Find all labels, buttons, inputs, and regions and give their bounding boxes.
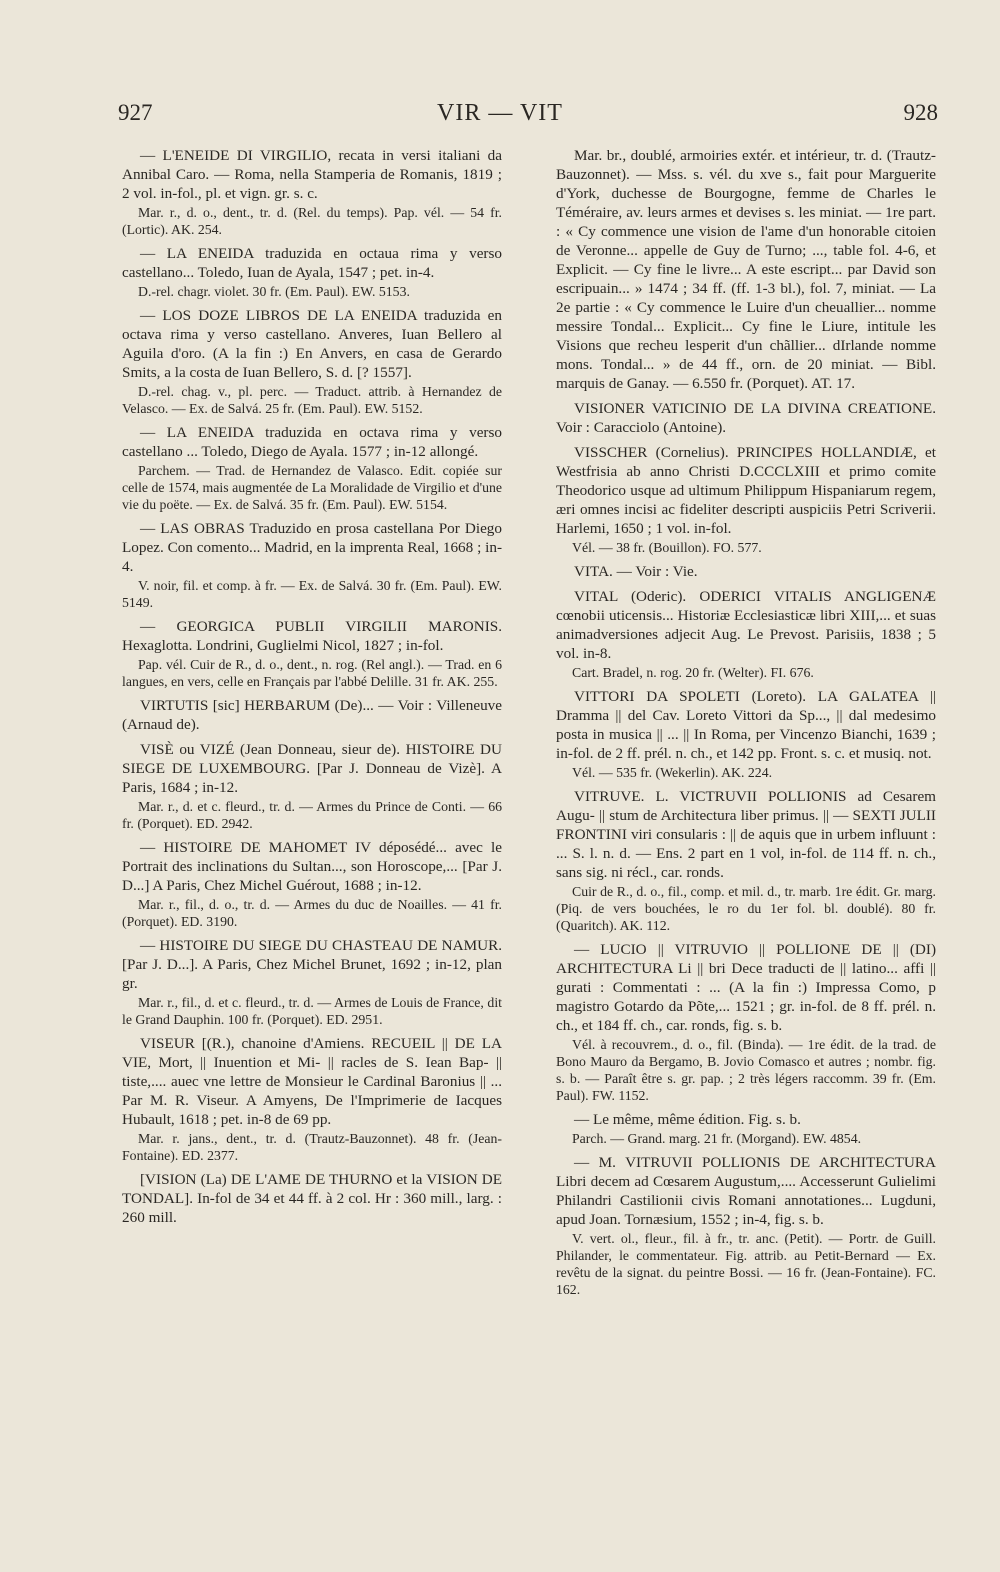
catalog-entry (122, 423, 502, 513)
entry-note: Mar. r. jans., dent., tr. d. (Trautz-Bauzonnet). 48 fr. (Jean-Fontaine). ED. 2377. (122, 1131, 502, 1163)
entry-title: — HISTOIRE DU SIEGE DU CHASTEAU DE NAMUR. [Par J. D...]. A Paris, Chez Michel Brunet, 1692 ; in-12, plan gr. (122, 937, 502, 992)
entry-note: Parch. — Grand. marg. 21 fr. (Morgand). EW. 4854. (572, 1131, 862, 1146)
entry-title: — LUCIO || VITRUVIO || POLLIONE DE || (DI) ARCHITECTURA Li || bri Dece traducti de || latino... affi || gurati : Commentati : ... (A la fin :) Impressa Como, p magistro Gotardo da Põte,... 1521 ; gr. in-fol. de 8 ff. prél. n. ch., et 184 ff. ch., car. ronds, fig. s. b. (556, 941, 936, 1034)
catalog-entry (556, 146, 936, 393)
right-column (556, 146, 936, 1304)
catalog-entry (122, 306, 502, 417)
entry-title: Mar. br., doublé, armoiries extér. et intérieur, tr. d. (Trautz-Bauzonnet). — Mss. s. vél. du xve s., fait pour Marguerite d'York, duchesse de Bourgogne, femme de Charles le Téméraire, av. leurs armes et devises s. les miniat. — 1re part. : « Cy commence une vision de l'ame d'un honorable citoien de Veronne... appelle de Guy de Turno; ..., table fol. 4-6, et Explicit. — Cy fine le livre... A este escript... par David son escripuain... » 1474 ; 34 ff. (ff. 1-3 bl.), fol. 7, miniat. — La 2e partie : « Cy commence le Luire d'un cheuallier... nomme messire Tondal... Explicit... Cy fine le Liure, intitule les Visions que recheu lesperit d'un chãllier... dIrlande nomme mons. Tondal... » de 44 ff., orn. de 20 miniat. — Bibl. marquis de Ganay. — 6.550 fr. (Porquet). AT. 17. (556, 147, 936, 392)
entry-title: — LAS OBRAS Traduzido en prosa castellana Por Diego Lopez. Con comento... Madrid, en la imprenta Real, 1668 ; in-4. (122, 520, 502, 575)
entry-note: Vél. — 535 fr. (Wekerlin). AK. 224. (572, 765, 773, 780)
catalog-entry (122, 244, 502, 300)
entry-note: Cuir de R., d. o., fil., comp. et mil. d., tr. marb. 1re édit. Gr. marg. (Piq. de vers bouchées, le ro du 1er fol. bl. doublé). 80 fr. (Quaritch). AK. 112. (556, 884, 936, 933)
entry-title: VITA. — Voir : Vie. (574, 563, 698, 580)
catalog-entry (122, 617, 502, 690)
catalog-entry (122, 146, 502, 238)
catalog-entry (556, 562, 936, 581)
catalog-entry (122, 696, 502, 734)
page-number-left: 927 (118, 100, 153, 125)
entry-title: — LA ENEIDA traduzida en octaua rima y verso castellano... Toledo, Iuan de Ayala, 1547 ; pet. in-4. (122, 245, 502, 281)
catalog-entry (556, 940, 936, 1104)
entry-title: VITAL (Oderic). ODERICI VITALIS ANGLIGENÆ cœnobii uticensis... Historiæ Ecclesiasticæ libri XIII,... et suas animadversiones adjecit Aug. Le Prevost. Parisiis, 1838 ; 5 vol. in-8. (556, 588, 936, 662)
entry-title: — Le même, même édition. Fig. s. b. (574, 1111, 801, 1128)
running-head: VIR — VIT (437, 100, 563, 126)
catalog-entry (556, 443, 936, 556)
entry-note: Parchem. — Trad. de Hernandez de Valasco. Edit. copiée sur celle de 1574, mais augmentée de La Moralidade de Virgilio et d'une vie du poëte. — Ex. de Salvá. 35 fr. (Em. Paul). EW. 5154. (122, 463, 502, 512)
entry-note: Vél. à recouvrem., d. o., fil. (Binda). — 1re édit. de la trad. de Bono Mauro da Bergamo, B. Jovio Comasco et autres ; nombr. fig. s. b. — Paraît être s. gr. pap. ; 2 très légers raccomm. 39 fr. (Em. Paul). FW. 1152. (556, 1037, 936, 1103)
entry-title: VISSCHER (Cornelius). PRINCIPES HOLLANDIÆ, et Westfrisia ab anno Christi D.CCCLXIII et primo comite Theodorico usque ad ultimum Philippum Hispaniarum regem, æri omnes incisi ac fideliter descripti auspiciis Petri Scriverii. Harlemi, 1650 ; 1 vol. in-fol. (556, 444, 936, 537)
entry-title: — LOS DOZE LIBROS DE LA ENEIDA traduzida en octava rima y verso castellano. Anveres, Iuan Bellero al Aguila d'oro. (A la fin :) En Anvers, en casa de Gerardo Smits, a la costa de Iuan Bellero, S. d. [? 1557]. (122, 307, 502, 381)
entry-note: Pap. vél. Cuir de R., d. o., dent., n. rog. (Rel angl.). — Trad. en 6 langues, en vers, celle en Français par l'abbé Delille. 31 fr. AK. 255. (122, 657, 502, 689)
entry-title: VITRUVE. L. VICTRUVII POLLIONIS ad Cesarem Augu- || stum de Architectura liber primus. || — SEXTI JULII FRONTINI viri consularis : || de aquis que in urbem influunt : ... S. l. n. d. — Ens. 2 part en 1 vol, in-fol. de 114 ff. n. ch., sans sig. ni récl., car. ronds. (556, 788, 936, 881)
entry-note: Mar. r., d. o., dent., tr. d. (Rel. du temps). Pap. vél. — 54 fr. (Lortic). AK. 254. (122, 205, 502, 237)
catalog-entry (556, 587, 936, 681)
entry-title: [VISION (La) DE L'AME DE THURNO et la VISION DE TONDAL]. In-fol de 34 et 44 ff. à 2 col. Hr : 360 mill., larg. : 260 mill. (122, 1171, 502, 1226)
entry-note: Mar. r., fil., d. o., tr. d. — Armes du duc de Noailles. — 41 fr. (Porquet). ED. 3190. (122, 897, 502, 929)
entry-title: VIRTUTIS [sic] HERBARUM (De)... — Voir : Villeneuve (Arnaud de). (122, 697, 502, 733)
entry-title: — GEORGICA PUBLII VIRGILII MARONIS. Hexaglotta. Londrini, Guglielmi Nicol, 1827 ; in-fol. (122, 618, 502, 654)
left-column (122, 146, 502, 1233)
entry-note: Cart. Bradel, n. rog. 20 fr. (Welter). FI. 676. (572, 665, 814, 680)
entry-title: — LA ENEIDA traduzida en octava rima y verso castellano ... Toledo, Diego de Ayala. 1577 ; in-12 allongé. (122, 424, 502, 460)
entry-title: — L'ENEIDE DI VIRGILIO, recata in versi italiani da Annibal Caro. — Roma, nella Stamperia de Romanis, 1819 ; 2 vol. in-fol., pl. et vign. gr. s. c. (122, 147, 502, 202)
entry-note: Vél. — 38 fr. (Bouillon). FO. 577. (572, 540, 762, 555)
catalog-entry (122, 519, 502, 611)
entry-title: VITTORI DA SPOLETI (Loreto). LA GALATEA || Dramma || del Cav. Loreto Vittori da Sp..., || dal medesimo posta in musica || ... || In Roma, per Vincenzo Bianchi, 1639 ; in-fol. de 2 ff. prél. n. ch., et 142 pp. Front. s. c. et musiq. not. (556, 688, 936, 762)
entry-title: — M. VITRUVII POLLIONIS DE ARCHITECTURA Libri decem ad Cœsarem Augustum,.... Accesserunt Gulielimi Philandri Castilionii civis Romani annotationes... Lugduni, apud Joan. Tornæsium, 1552 ; in-4, fig. s. b. (556, 1154, 936, 1228)
entry-note: D.-rel. chagr. violet. 30 fr. (Em. Paul). EW. 5153. (138, 284, 410, 299)
catalog-entry (122, 740, 502, 832)
catalog-entry (122, 838, 502, 930)
entry-title: — HISTOIRE DE MAHOMET IV déposédé... avec le Portrait des inclinations du Sultan..., son Horoscope,... [Par J. D...] A Paris, Chez Michel Guérout, 1688 ; in-12. (122, 839, 502, 894)
entry-note: Mar. r., d. et c. fleurd., tr. d. — Armes du Prince de Conti. — 66 fr. (Porquet). ED. 2942. (122, 799, 502, 831)
entry-note: V. noir, fil. et comp. à fr. — Ex. de Salvá. 30 fr. (Em. Paul). EW. 5149. (122, 578, 502, 610)
catalog-entry (556, 687, 936, 781)
catalog-entry (556, 1153, 936, 1298)
catalog-entry (122, 1034, 502, 1164)
entry-title: VISEUR [(R.), chanoine d'Amiens. RECUEIL || DE LA VIE, Mort, || Inuention et Mi- || racles de S. Iean Bap- || tiste,.... auec vne lettre de Monsieur le Cardinal Baronius || ... Par M. R. Viseur. A Amyens, De l'Imprimerie de Iacques Hubault, 1618 ; pet. in-8 de 69 pp. (122, 1035, 502, 1128)
catalog-entry (122, 936, 502, 1028)
catalog-entry (556, 1110, 936, 1147)
entry-note: D.-rel. chag. v., pl. perc. — Traduct. attrib. à Hernandez de Velasco. — Ex. de Salvá. 25 fr. (Em. Paul). EW. 5152. (122, 384, 502, 416)
entry-title: VISÈ ou VIZÉ (Jean Donneau, sieur de). HISTOIRE DU SIEGE DE LUXEMBOURG. [Par J. Donneau de Vizè]. A Paris, 1684 ; in-12. (122, 741, 502, 796)
entry-note: Mar. r., fil., d. et c. fleurd., tr. d. — Armes de Louis de France, dit le Grand Dauphin. 100 fr. (Porquet). ED. 2951. (122, 995, 502, 1027)
entry-note: V. vert. ol., fleur., fil. à fr., tr. anc. (Petit). — Portr. de Guill. Philander, le commentateur. Fig. attrib. au Petit-Bernard — Ex. revêtu de la signat. du peintre Bossi. — 16 fr. (Jean-Fontaine). FC. 162. (556, 1231, 936, 1297)
catalog-entry (556, 787, 936, 934)
page-number-right: 928 (903, 100, 938, 125)
catalog-entry (556, 399, 936, 437)
entry-title: VISIONER VATICINIO DE LA DIVINA CREATIONE. Voir : Caracciolo (Antoine). (556, 400, 936, 436)
catalog-entry (122, 1170, 502, 1227)
